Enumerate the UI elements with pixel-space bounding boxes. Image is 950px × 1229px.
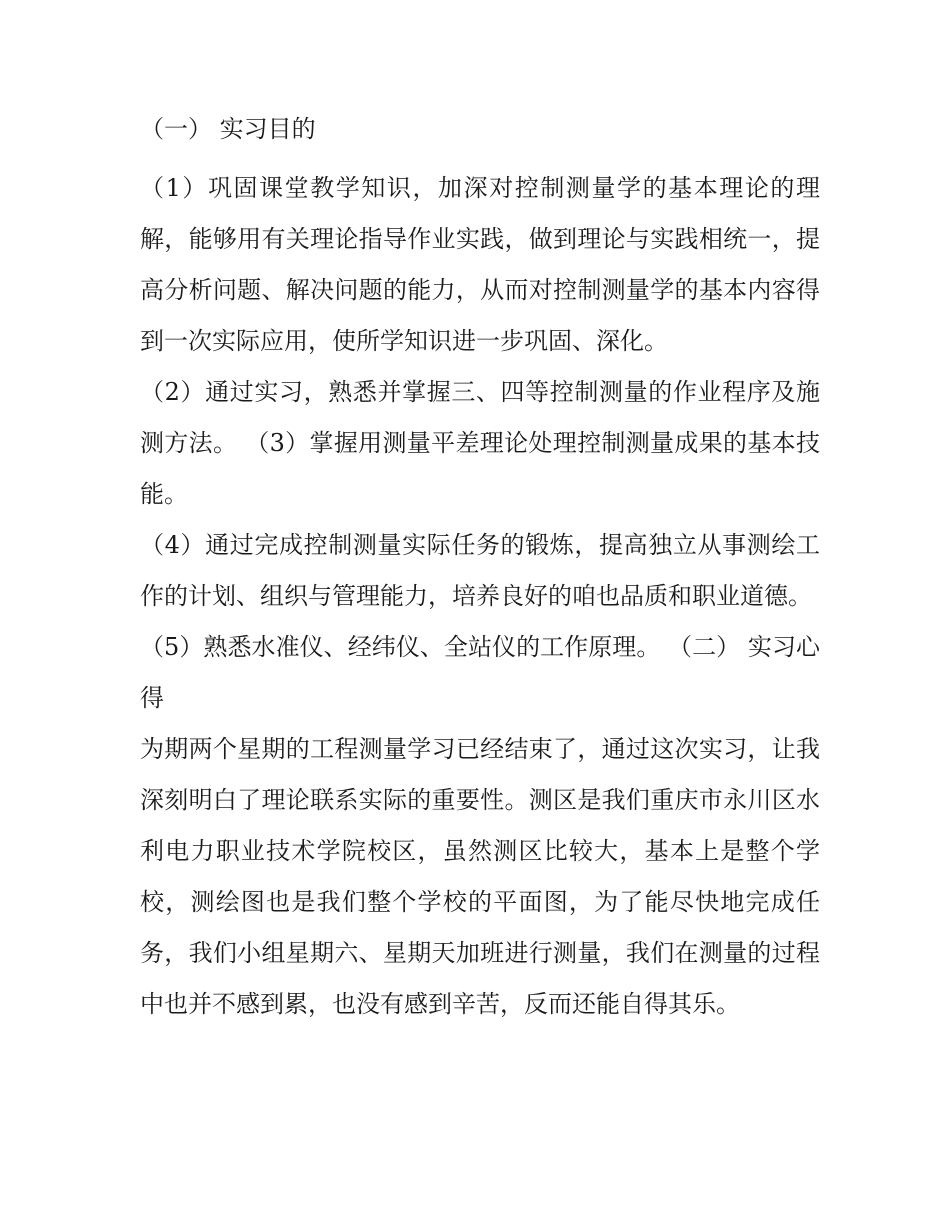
paragraph-experience: 为期两个星期的工程测量学习已经结束了，通过这次实习，让我深刻明白了理论联系实际的重要性。测区是我们重庆市永川区水利电力职业技术学院校区，虽然测区比较大，基本上是整个学校，测绘图也是我们整个学校的平面图，为了能尽快地完成任务，我们小组星期六、星期天加班进行测量，我们在测量的过程中也并不感到累，也没有感到辛苦，反而还能自得其乐。 [140, 735, 820, 1018]
paragraph-item-5: （5）熟悉水准仪、经纬仪、全站仪的工作原理。 （二） 实习心得 [140, 633, 820, 712]
paragraph-item-4: （4）通过完成控制测量实际任务的锻炼，提高独立从事测绘工作的计划、组织与管理能力，培养良好的咱也品质和职业道德。 [140, 531, 820, 610]
document-content [140, 105, 820, 1030]
paragraph-item-2-3: （2）通过实习，熟悉并掌握三、四等控制测量的作业程序及施测方法。 （3）掌握用测量平差理论处理控制测量成果的基本技能。 [140, 378, 820, 508]
section-heading-purpose: （一） 实习目的 [140, 115, 316, 143]
paragraph-item-1: （1）巩固课堂教学知识，加深对控制测量学的基本理论的理解，能够用有关理论指导作业实践，做到理论与实践相统一，提高分析问题、解决问题的能力，从而对控制测量学的基本内容得到一次实际应用，使所学知识进一步巩固、深化。 [140, 174, 820, 355]
